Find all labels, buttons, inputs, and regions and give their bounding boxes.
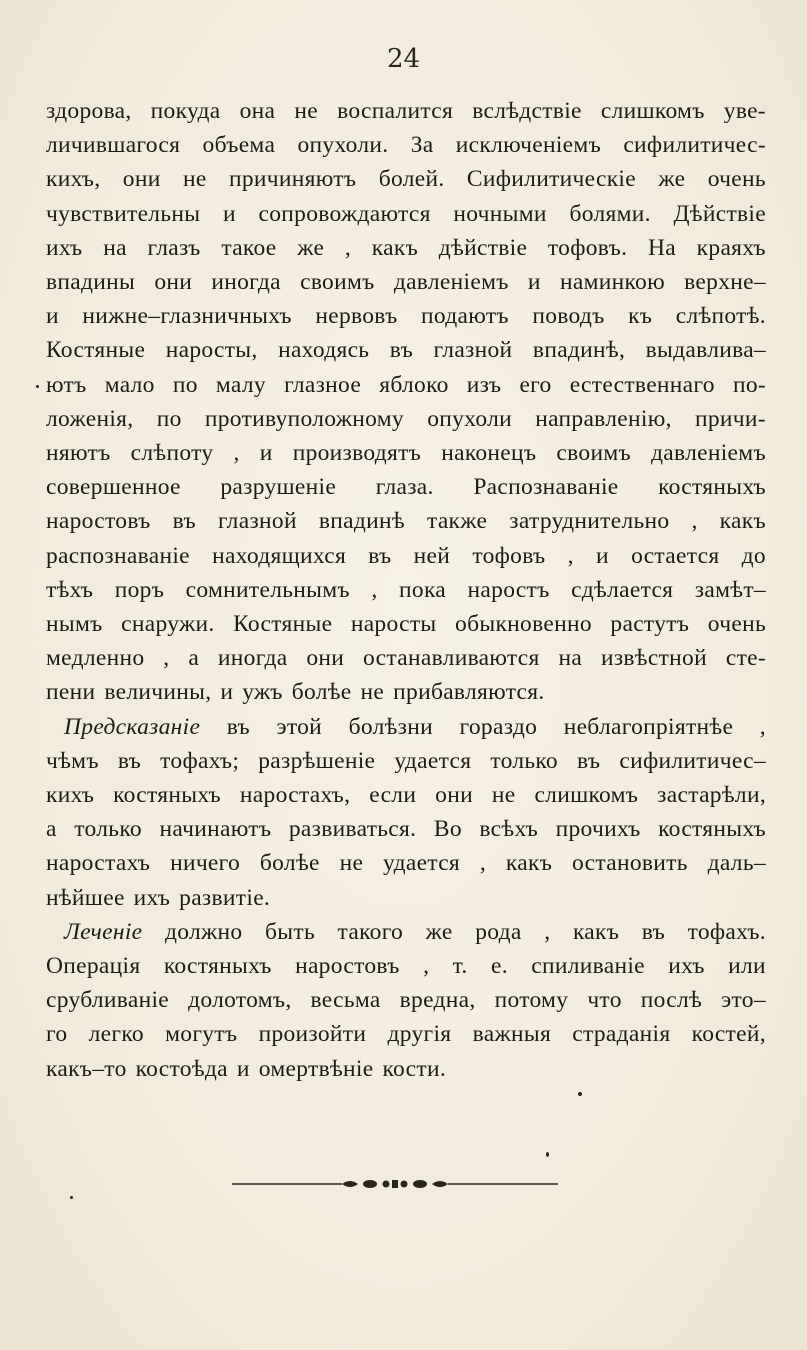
word: верхне– xyxy=(684,269,766,295)
word: а xyxy=(46,816,57,843)
word: Дѣйствіе xyxy=(673,200,766,227)
word: ничего xyxy=(170,850,241,877)
word: быть xyxy=(265,918,315,945)
word: , xyxy=(233,440,240,466)
word: тофовъ. xyxy=(547,234,628,261)
word: естественнаго xyxy=(569,371,715,398)
word: удается xyxy=(394,747,472,774)
word: Предсказаніе xyxy=(64,713,201,740)
word: Костяные xyxy=(46,337,146,364)
word: костяныхъ xyxy=(658,816,766,843)
word: вслѣдствіе xyxy=(472,98,582,124)
word: впадинѣ, xyxy=(532,337,626,364)
word: Сифилитическіе xyxy=(466,166,636,193)
word: разрушеніе xyxy=(220,474,337,501)
word: и xyxy=(236,1055,250,1082)
word: въ xyxy=(172,508,196,535)
text-line xyxy=(46,611,766,645)
word: удается xyxy=(383,850,461,877)
word: наростахъ xyxy=(46,850,151,877)
text-line xyxy=(64,919,766,953)
word: извѣстной xyxy=(600,645,707,672)
word: впадины xyxy=(46,269,136,295)
word: медленно xyxy=(46,645,145,672)
word: гораздо xyxy=(459,713,538,740)
word: наростовъ xyxy=(46,508,151,535)
text-line xyxy=(46,1021,766,1055)
word: объема xyxy=(202,132,276,159)
word: по xyxy=(172,371,198,398)
word: пени xyxy=(46,679,96,706)
word: произойти xyxy=(258,1021,367,1048)
word: наростъ xyxy=(467,576,550,603)
word: слишкомъ xyxy=(534,782,639,808)
text-line xyxy=(46,474,766,508)
text-line xyxy=(46,577,766,611)
word: костяныхъ xyxy=(113,782,221,808)
word: другія xyxy=(387,1021,452,1048)
word: , xyxy=(544,918,551,945)
text-line xyxy=(46,645,766,679)
word: За xyxy=(410,132,434,159)
word: легко xyxy=(88,1021,144,1048)
word: краяхъ xyxy=(696,234,766,261)
word: на xyxy=(103,234,127,261)
word: , xyxy=(567,542,574,569)
word: если xyxy=(369,782,417,808)
word: чувствительны xyxy=(46,200,201,227)
word: болѣе xyxy=(291,679,352,706)
word: въ xyxy=(577,747,601,774)
word: ужъ xyxy=(242,679,283,706)
text-line xyxy=(46,850,766,884)
word: наростахъ, xyxy=(239,782,351,808)
word: остановить xyxy=(572,850,688,877)
word: къ xyxy=(628,303,653,330)
word: своимъ xyxy=(300,269,375,295)
word: Распознаваніе xyxy=(473,474,619,501)
word: спиливаніе xyxy=(531,953,645,979)
word: уве- xyxy=(723,98,766,124)
text-line xyxy=(46,748,766,782)
text-line xyxy=(46,98,766,132)
word: всѣхъ xyxy=(479,816,539,843)
word: его xyxy=(519,371,552,398)
word: они xyxy=(154,269,193,295)
word: снаружи. xyxy=(121,611,215,637)
word: поводъ xyxy=(532,303,605,330)
word: ихъ xyxy=(668,953,705,979)
word: не xyxy=(360,679,385,706)
word: болѣе xyxy=(259,850,320,877)
word: тофахъ; xyxy=(160,747,240,774)
word: опухоли xyxy=(427,405,512,432)
word: нижне–глазничныхъ xyxy=(82,303,292,330)
text-line xyxy=(46,235,766,269)
word: застарѣли, xyxy=(657,782,766,808)
word: давленіемъ xyxy=(651,440,766,466)
word: только xyxy=(490,747,558,774)
word: очень xyxy=(707,611,766,637)
word: нымъ xyxy=(46,611,103,637)
word: воспалится xyxy=(337,98,454,124)
word: очень xyxy=(707,166,766,193)
word: исключеніемъ xyxy=(455,132,602,159)
word: развиваться. xyxy=(288,816,417,843)
word: своимъ xyxy=(556,440,631,466)
word: слишкомъ xyxy=(600,98,705,124)
word: наминкою xyxy=(560,269,665,295)
word: въ xyxy=(641,918,666,945)
word: также xyxy=(426,508,488,535)
word: въ xyxy=(117,747,142,774)
word: кихъ xyxy=(46,782,95,808)
word: костяныхъ xyxy=(658,474,766,501)
word: выдавлива– xyxy=(645,337,766,364)
text-line xyxy=(46,1056,766,1090)
ink-speck xyxy=(578,1092,582,1096)
word: не xyxy=(182,166,207,193)
word: же xyxy=(425,918,453,945)
word: ихъ xyxy=(133,884,171,911)
word: какъ xyxy=(719,508,766,535)
word: Операція xyxy=(46,953,141,979)
word: слѣпотѣ. xyxy=(675,303,766,330)
word: давленіемъ xyxy=(393,269,509,295)
text-line xyxy=(46,132,766,166)
text-line xyxy=(46,337,766,371)
word: могутъ xyxy=(165,1021,238,1048)
word: глаза. xyxy=(375,474,434,501)
word: кости. xyxy=(382,1055,446,1082)
word: находясь xyxy=(278,337,370,364)
word: ютъ xyxy=(46,371,87,398)
word: и xyxy=(527,269,541,295)
word: костяныхъ xyxy=(163,953,272,979)
word: , xyxy=(163,645,170,672)
word: разрѣшеніе xyxy=(258,747,376,774)
word: они xyxy=(435,782,473,808)
word: важныя xyxy=(472,1021,552,1048)
word: въ xyxy=(389,337,414,364)
word: болями. xyxy=(569,200,651,227)
word: малу xyxy=(215,371,266,398)
word: растутъ xyxy=(610,611,690,637)
text-line xyxy=(46,303,766,337)
word: наросты, xyxy=(165,337,258,364)
word: и xyxy=(596,542,609,569)
text-line xyxy=(46,679,766,713)
word: глазъ xyxy=(147,234,201,261)
word: въ xyxy=(368,542,392,569)
word: сифилитичес- xyxy=(623,132,766,159)
word: иногда xyxy=(217,645,288,672)
word: иногда xyxy=(211,269,281,295)
word: направленію, xyxy=(535,405,672,432)
word: пока xyxy=(399,576,447,603)
word: замѣт– xyxy=(694,576,766,603)
word: няютъ xyxy=(46,440,111,466)
word: неблагопріятнѣе xyxy=(563,713,734,740)
word: весьма xyxy=(310,987,381,1014)
word: начинаютъ xyxy=(159,816,272,843)
word: и xyxy=(259,440,273,466)
word: противуположному xyxy=(204,405,404,432)
word: какъ xyxy=(505,850,553,877)
text-line xyxy=(46,166,766,200)
word: же xyxy=(658,166,686,193)
word: сдѣлается xyxy=(571,576,674,603)
word: они xyxy=(122,166,161,193)
word: личившагося xyxy=(46,132,181,159)
text-line xyxy=(46,987,766,1021)
word: т. xyxy=(452,953,468,979)
word: наконецъ xyxy=(441,440,537,466)
word: наросты xyxy=(350,611,437,637)
word: сте- xyxy=(725,645,766,672)
word: костей, xyxy=(691,1021,766,1048)
word: обыкновенно xyxy=(455,611,592,637)
word: ихъ xyxy=(46,234,83,261)
word: , xyxy=(759,713,766,740)
word: остается xyxy=(631,542,720,569)
word: , xyxy=(423,953,430,979)
text-line xyxy=(64,714,766,748)
word: го xyxy=(46,1021,68,1048)
text-line xyxy=(46,953,766,987)
word: сифилитичес– xyxy=(619,747,766,774)
word: изъ xyxy=(466,371,502,398)
word: , xyxy=(479,850,487,877)
word: только xyxy=(74,816,142,843)
word: не xyxy=(339,850,364,877)
word: на xyxy=(558,645,583,672)
ink-speck xyxy=(70,1196,73,1199)
word: и xyxy=(46,303,59,330)
word: здорова, xyxy=(46,98,132,124)
word: мало xyxy=(104,371,155,398)
word: въ xyxy=(226,713,250,740)
word: тѣхъ xyxy=(46,576,94,603)
word: причиняютъ xyxy=(228,166,357,193)
word: глазное xyxy=(284,371,362,398)
ink-speck xyxy=(546,1152,549,1157)
word: Леченіе xyxy=(64,918,143,945)
page-number: 24 xyxy=(386,44,421,74)
word: опухоли. xyxy=(297,132,389,159)
word: На xyxy=(647,234,676,261)
word: ложенія, xyxy=(46,405,134,432)
word: наростовъ xyxy=(295,953,400,979)
ink-speck xyxy=(36,385,39,388)
text-line xyxy=(46,782,766,816)
text-line xyxy=(46,269,766,303)
word: болѣзни xyxy=(348,713,433,740)
word: покуда xyxy=(150,98,221,124)
word: а xyxy=(188,645,200,672)
ornament-divider xyxy=(232,1174,558,1194)
word: распознаваніе xyxy=(46,542,190,569)
word: до xyxy=(741,542,766,569)
word: прочихъ xyxy=(555,816,641,843)
word: срубливаніе xyxy=(46,987,170,1014)
word: послѣ xyxy=(640,987,703,1014)
word: нервовъ xyxy=(315,303,398,330)
word: по- xyxy=(732,371,766,398)
word: производятъ xyxy=(292,440,422,466)
text-line xyxy=(46,372,766,406)
word: развитіе. xyxy=(179,884,271,911)
text-line xyxy=(46,406,766,440)
word: долотомъ, xyxy=(188,987,292,1014)
word: прибавляются. xyxy=(393,679,545,706)
word: е. xyxy=(490,953,508,979)
word: слѣпоту xyxy=(130,440,214,466)
word: страданія xyxy=(572,1021,671,1048)
word: кихъ, xyxy=(46,166,101,193)
word: костоѣда xyxy=(135,1055,228,1082)
word: Во xyxy=(433,816,462,843)
word: тофовъ xyxy=(472,542,546,569)
word: останавливаются xyxy=(363,645,540,672)
word: по xyxy=(156,405,182,432)
word: такого xyxy=(337,918,404,945)
text-line xyxy=(46,440,766,474)
word: и xyxy=(222,200,236,227)
word: или xyxy=(728,953,766,979)
word: такое xyxy=(221,234,277,261)
word: совершенное xyxy=(46,474,181,501)
word: дѣйствіе xyxy=(438,234,528,261)
word: затруднительно xyxy=(509,508,670,535)
word: глазной xyxy=(433,337,513,364)
word: ночными xyxy=(453,200,547,227)
word: какъ xyxy=(572,918,620,945)
word: нѣйшее xyxy=(46,884,125,911)
word: она xyxy=(239,98,276,124)
word: ней xyxy=(413,542,451,569)
word: чѣмъ xyxy=(46,747,99,774)
word: не xyxy=(491,782,516,808)
word: не xyxy=(294,98,318,124)
word: находящихся xyxy=(212,542,347,569)
text-line xyxy=(46,885,766,919)
word: болей. xyxy=(378,166,445,193)
text-line xyxy=(46,543,766,577)
word: сопровождаются xyxy=(258,200,431,227)
word: поръ xyxy=(114,576,165,603)
word: потому xyxy=(494,987,569,1014)
text-line xyxy=(46,201,766,235)
word: впадинѣ xyxy=(318,508,405,535)
text-line xyxy=(46,508,766,542)
word: это– xyxy=(721,987,766,1014)
word: и xyxy=(220,679,234,706)
word: какъ xyxy=(371,234,419,261)
word: даль– xyxy=(707,850,766,877)
word: , xyxy=(344,234,352,261)
word: что xyxy=(587,987,622,1014)
word: Костяные xyxy=(233,611,333,637)
word: должно xyxy=(164,918,243,945)
word: вредна, xyxy=(399,987,476,1014)
text-line xyxy=(46,816,766,850)
word: омертвѣніе xyxy=(258,1055,374,1082)
word: этой xyxy=(276,713,323,740)
word: рода xyxy=(475,918,522,945)
word: величины, xyxy=(104,679,212,706)
word: сомнительнымъ xyxy=(185,576,350,603)
word: они xyxy=(306,645,345,672)
word: же xyxy=(297,234,325,261)
word: какъ–то xyxy=(46,1055,127,1082)
word: , xyxy=(371,576,378,603)
word: причи- xyxy=(695,405,766,432)
word: глазной xyxy=(217,508,297,535)
word: яблоко xyxy=(379,371,449,398)
word: подаютъ xyxy=(421,303,509,330)
word: тофахъ. xyxy=(687,918,766,945)
word: , xyxy=(691,508,698,535)
